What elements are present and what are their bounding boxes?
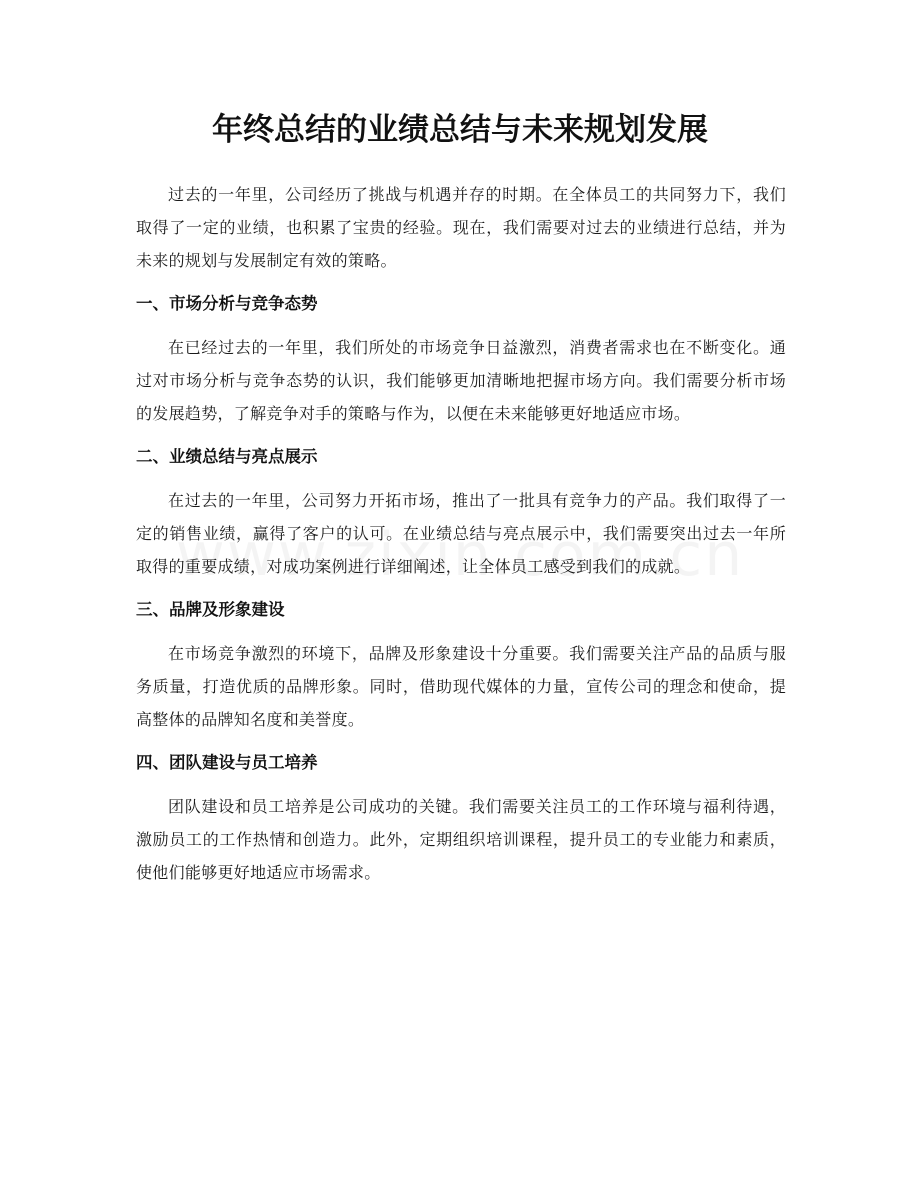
document-title: 年终总结的业绩总结与未来规划发展 — [212, 112, 708, 148]
section-heading-brand: 三、品牌及形象建设 — [136, 600, 285, 619]
section-heading-market: 一、市场分析与竞争态势 — [136, 294, 318, 313]
intro-paragraph: 过去的一年里，公司经历了挑战与机遇并存的时期。在全体员工的共同努力下，我们取得了一定的业绩，也积累了宝贵的经验。现在，我们需要对过去的业绩进行总结，并为未来的规划与发展制定有效的策略。 — [136, 185, 786, 270]
section-paragraph-market: 在已经过去的一年里，我们所处的市场竞争日益激烈，消费者需求也在不断变化。通过对市场分析与竞争态势的认识，我们能够更加清晰地把握市场方向。我们需要分析市场的发展趋势，了解竞争对手的策略与作为，以便在未来能够更好地适应市场。 — [136, 338, 786, 423]
document-body — [136, 178, 786, 889]
section-heading-team: 四、团队建设与员工培养 — [136, 753, 318, 772]
section-paragraph-performance: 在过去的一年里，公司努力开拓市场，推出了一批具有竞争力的产品。我们取得了一定的销售业绩，赢得了客户的认可。在业绩总结与亮点展示中，我们需要突出过去一年所取得的重要成绩，对成功案例进行详细阐述，让全体员工感受到我们的成就。 — [136, 491, 786, 576]
section-paragraph-team: 团队建设和员工培养是公司成功的关键。我们需要关注员工的工作环境与福利待遇，激励员工的工作热情和创造力。此外，定期组织培训课程，提升员工的专业能力和素质，使他们能够更好地适应市场需求。 — [136, 797, 786, 882]
section-heading-performance: 二、业绩总结与亮点展示 — [136, 447, 318, 466]
section-paragraph-brand: 在市场竞争激烈的环境下，品牌及形象建设十分重要。我们需要关注产品的品质与服务质量，打造优质的品牌形象。同时，借助现代媒体的力量，宣传公司的理念和使命，提高整体的品牌知名度和美誉度。 — [136, 644, 786, 729]
